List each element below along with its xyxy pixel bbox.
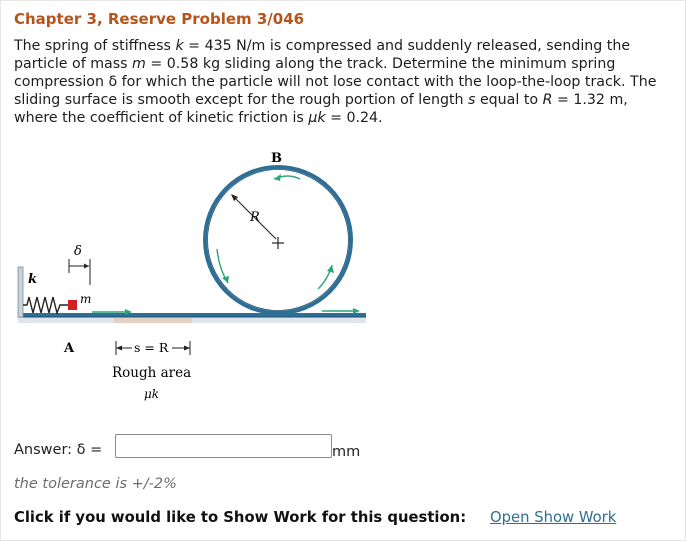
s-arrow-left bbox=[116, 346, 122, 351]
problem-statement bbox=[14, 37, 664, 127]
s-arrow-right bbox=[184, 346, 190, 351]
problem-text-6: = 0.24. bbox=[325, 110, 383, 126]
label-k: k bbox=[28, 272, 38, 287]
answer-input[interactable] bbox=[115, 434, 332, 458]
motion-arrowhead-left bbox=[222, 276, 229, 283]
loop-track-diagram bbox=[12, 145, 372, 415]
problem-text-2: = 435 N/m is compressed and suddenly released, sending the particle of mass bbox=[14, 38, 631, 72]
s-symbol: s bbox=[468, 92, 476, 108]
rough-area-strip bbox=[114, 318, 192, 323]
label-m: m bbox=[80, 292, 92, 306]
problem-figure bbox=[12, 145, 372, 419]
label-R: R bbox=[250, 210, 260, 225]
problem-title: Chapter 3, Reserve Problem 3/046 bbox=[14, 10, 305, 28]
label-B: B bbox=[271, 151, 282, 166]
label-delta: δ bbox=[74, 244, 82, 259]
open-show-work-link[interactable]: Open Show Work bbox=[490, 509, 617, 526]
show-work-prompt: Click if you would like to Show Work for this question: bbox=[14, 509, 467, 526]
spring bbox=[23, 297, 68, 313]
particle bbox=[68, 300, 77, 310]
mu-symbol: μk bbox=[308, 110, 326, 126]
motion-arrowhead-right bbox=[327, 265, 334, 273]
m-symbol: m bbox=[132, 56, 146, 72]
label-A: A bbox=[64, 341, 75, 356]
answer-unit: mm bbox=[332, 444, 361, 460]
problem-text-5: = 1.32 m, where the coefficient of kinetic friction is bbox=[14, 92, 628, 126]
problem-text-3: = 0.58 kg sliding along the track. Determine the minimum spring compression δ for which the particle will not lose contact with the loop-the-loop track. The sliding surface is smooth except for the rough portion of length bbox=[14, 56, 657, 108]
tolerance-note: the tolerance is +/-2% bbox=[14, 476, 177, 492]
label-mu: μk bbox=[144, 387, 160, 401]
motion-arrowhead-top bbox=[274, 174, 281, 181]
label-rough-area: Rough area bbox=[112, 365, 192, 381]
k-symbol: k bbox=[175, 38, 184, 54]
R-symbol: R bbox=[542, 92, 553, 108]
problem-text-1: The spring of stiffness bbox=[14, 38, 176, 54]
answer-label: Answer: δ = bbox=[14, 442, 103, 458]
problem-text-4: equal to bbox=[475, 92, 543, 108]
delta-arrowhead bbox=[84, 264, 89, 269]
label-s-eq-R: s = R bbox=[134, 340, 169, 355]
wall bbox=[18, 267, 23, 317]
